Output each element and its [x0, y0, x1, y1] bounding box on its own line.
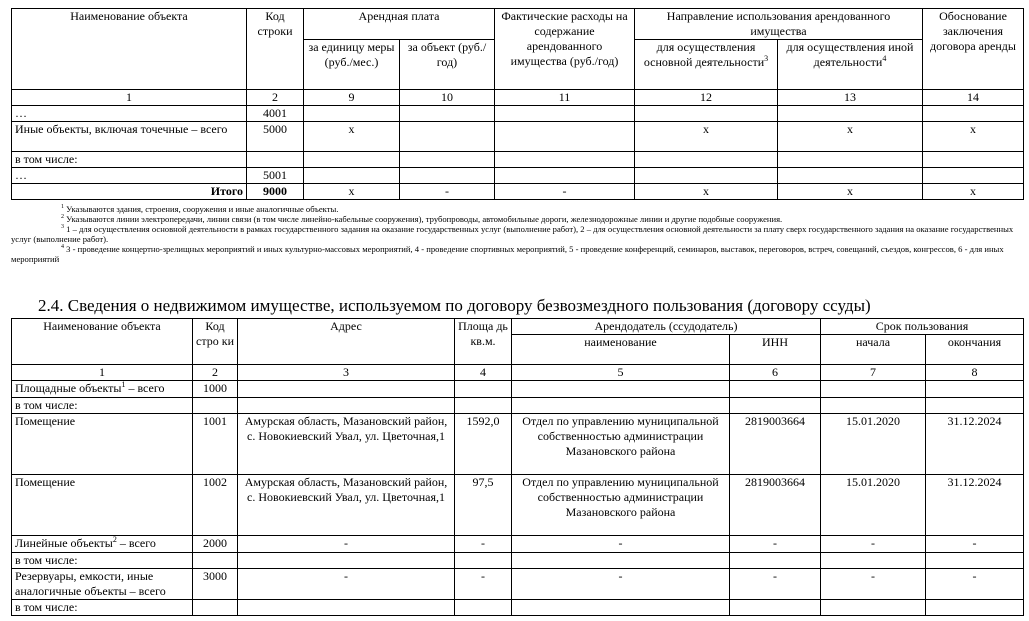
table-row: в том числе: [12, 553, 1024, 569]
footnote-ref: 1 [121, 380, 126, 389]
table-row: … 4001 [12, 106, 1024, 122]
rent-header-expenses: Фактические расходы на содержание арендованного имущества (руб./год) [495, 9, 635, 90]
table-row: Помещение 1002 Амурская область, Мазановский район, с. Новокиевский Увал, ул. Цветочная,1 97,5 Отдел по управлению муниципальной собственностью администрации Мазановского района 2819003664 15.01.2020 31.12.2024 [12, 475, 1024, 536]
rent-header-unit: за единицу меры (руб./мес.) [304, 40, 400, 90]
free-header-address: Адрес [238, 319, 455, 365]
table-row: Иные объекты, включая точечные – всего 5000 x x x x [12, 122, 1024, 152]
free-header-lessor: Арендодатель (ссудодатель) [512, 319, 821, 335]
footnote: $^4$ 3 - проведение концертно-зрелищных мероприятий и иных культурно-массовых мероприятий, 4 - проведение спортивных мероприятий, 5 - проведение конференций, семинаров, выставок, переговоров, встреч, совещаний, съездов, конгрессов, 6 - для иных мероприятий [11, 244, 1004, 264]
footnote-ref: 4 [882, 54, 887, 63]
rent-header-main-activity: для осуществления основной деятельности$^3$ [635, 40, 778, 90]
free-header-lessor-name: наименование [512, 335, 730, 365]
rent-header-object: за объект (руб./год) [400, 40, 495, 90]
free-header-code: Код стро ки [193, 319, 238, 365]
table-row: Помещение 1001 Амурская область, Мазановский район, с. Новокиевский Увал, ул. Цветочная,1 1592,0 Отдел по управлению муниципальной собственностью администрации Мазановского района 2819003664 15.01.2020 31.12.2024 [12, 414, 1024, 475]
table-row: в том числе: [12, 600, 1024, 616]
rent-table [11, 8, 1024, 200]
free-use-table [11, 318, 1024, 616]
footnote-ref: 3 [764, 54, 769, 63]
free-header-start: начала [821, 335, 926, 365]
rent-header-direction: Направление использования арендованного имущества [635, 9, 923, 40]
table-row: Линейные объекты$^2$ – всего 2000 - - - - - - [12, 536, 1024, 553]
rent-header-name: Наименование объекта [12, 9, 247, 90]
free-column-numbers: 1 2 3 4 5 6 7 8 [12, 365, 1024, 381]
rent-header-other-activity: для осуществления иной деятельности$^4$ [778, 40, 923, 90]
footnotes [11, 204, 1021, 264]
free-header-name: Наименование объекта [12, 319, 193, 365]
table-row: в том числе: [12, 398, 1024, 414]
free-header-term: Срок пользования [821, 319, 1024, 335]
table-row: Резервуары, емкости, иные аналогичные объекты – всего 3000 - - - - - - [12, 569, 1024, 600]
footnote: $^3$ 1 – для осуществления основной деятельности в рамках государственного задания на оказание государственных услуг (выполнение работ), 2 – для осуществления основной деятельности за плату сверх государственного задания на оказание государственных услуг (выполнение работ). [11, 224, 1014, 244]
rent-header-rent: Арендная плата [304, 9, 495, 40]
free-header-area: Площа дь кв.м. [455, 319, 512, 365]
table-row: Площадные объекты$^1$ – всего 1000 [12, 381, 1024, 398]
rent-header-basis: Обоснование заключения договора аренды [923, 9, 1024, 90]
rent-column-numbers: 1 2 9 10 11 12 13 14 [12, 90, 1024, 106]
footnote: $^2$ Указываются линии электропередачи, линии связи (в том числе линейно-кабельные сооружения), трубопроводы, автомобильные дороги, железнодорожные линии и другие подобные сооружения. [61, 214, 783, 224]
footnote: $^1$ Указываются здания, строения, сооружения и иные аналогичные объекты. [61, 204, 339, 214]
rent-header-code: Код строки [247, 9, 304, 90]
free-header-end: окончания [926, 335, 1024, 365]
table-row: … 5001 [12, 168, 1024, 184]
total-row: Итого 9000 x - - x x x [12, 184, 1024, 200]
section-title: 2.4. Сведения о недвижимом имуществе, используемом по договору безвозмездного пользования (договору ссуды) [38, 296, 871, 315]
footnote-ref: 2 [112, 535, 117, 544]
free-header-inn: ИНН [730, 335, 821, 365]
table-row: в том числе: [12, 152, 1024, 168]
